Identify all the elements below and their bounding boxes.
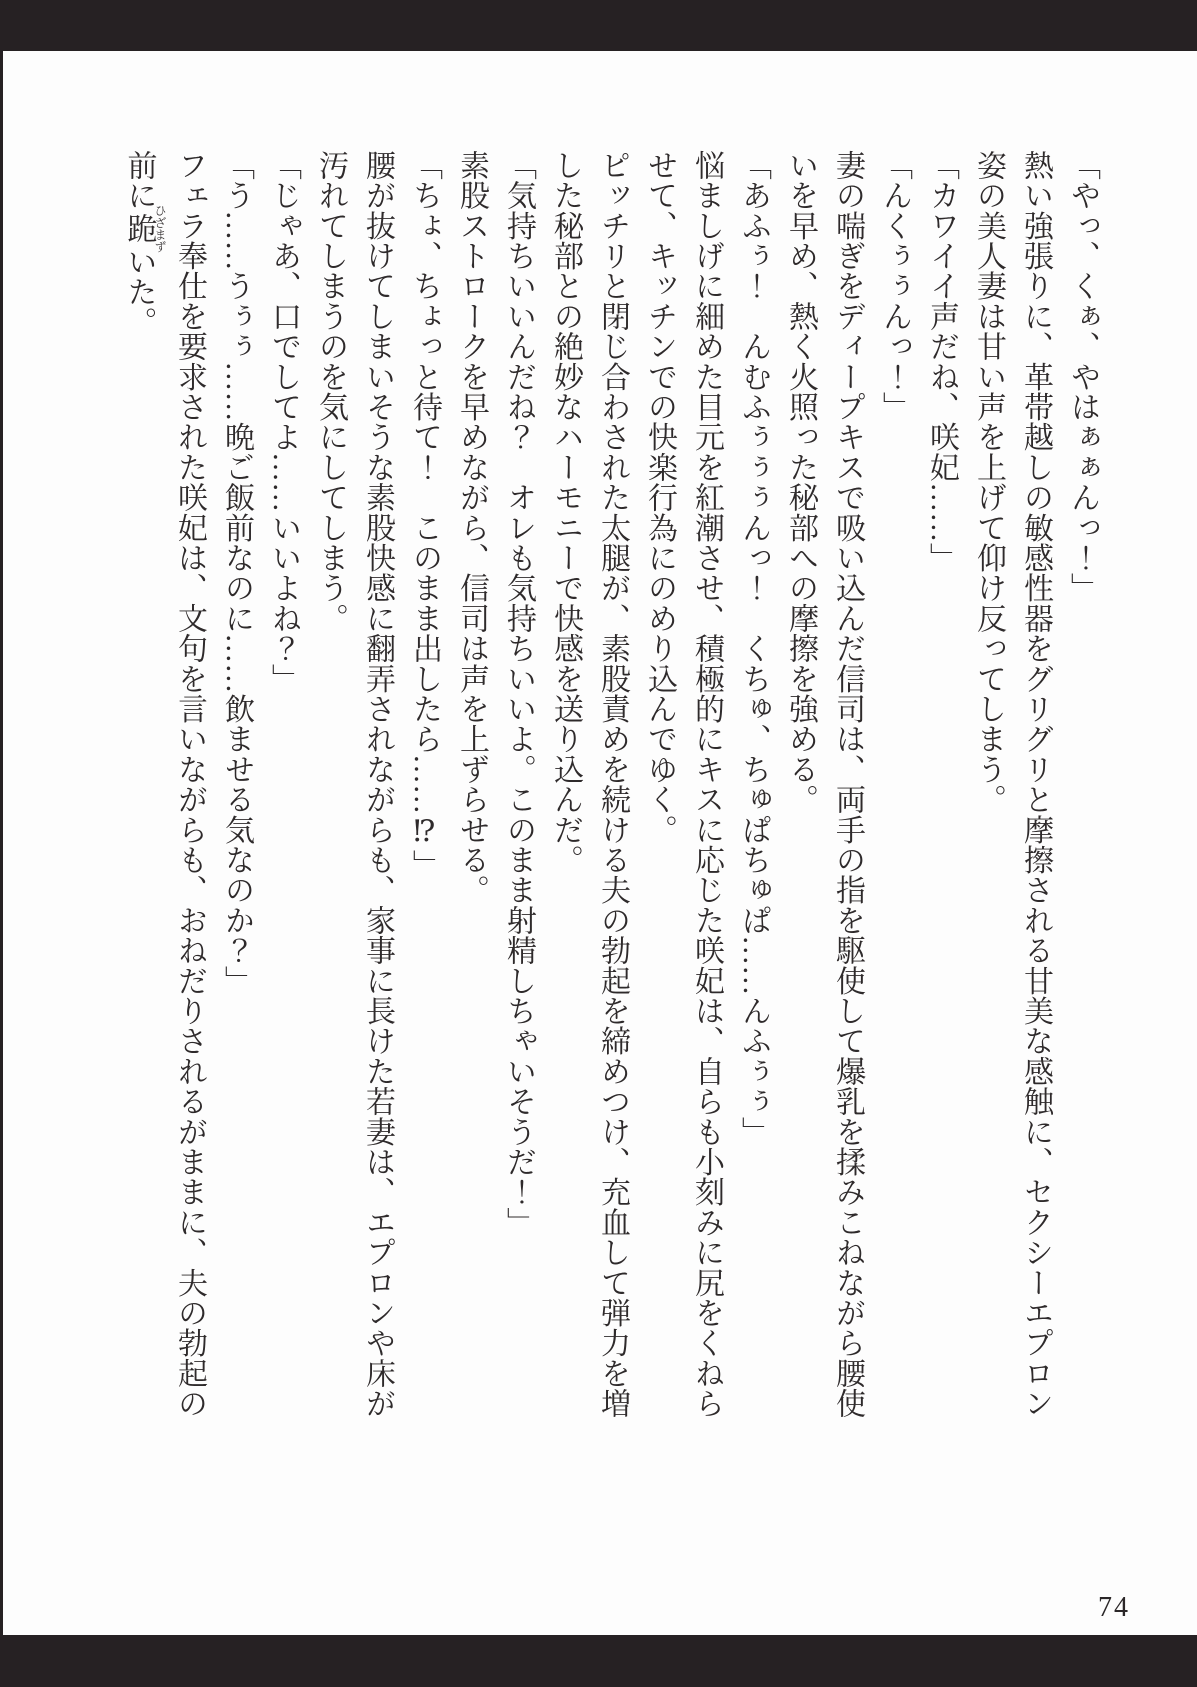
text-column: 「気持ちいいんだね？ オレも気持ちいいよ。このまま射精しちゃいそうだ！」	[502, 150, 535, 1238]
text-column: 素股ストロークを早めながら、信司は声を上ずらせる。	[455, 150, 488, 905]
text-column: 「じゃあ、口でしてよ……いいよね？」	[267, 150, 300, 694]
text-column: 妻の喘ぎをディープキスで吸い込んだ信司は、両手の指を駆使して爆乳を揉みこねながら腰使	[831, 150, 864, 1419]
text-column: 「んくぅぅんっ！」	[878, 150, 911, 422]
top-black-bar	[0, 0, 1197, 51]
text-column: 前に跪ひざまずいた。	[122, 150, 167, 337]
text-column: 汚れてしまうのを気にしてしまう。	[314, 150, 347, 634]
text-column: いを早め、熱く火照った秘部への摩擦を強める。	[784, 150, 817, 815]
text-column: 熱い強張りに、革帯越しの敏感性器をグリグリと摩擦される甘美な感触に、セクシーエプロン	[1019, 150, 1052, 1419]
text-column: した秘部との絶妙なハーモニーで快感を送り込んだ。	[549, 150, 582, 875]
text-column: 悩ましげに細めた目元を紅潮させ、積極的にキスに応じた咲妃は、自らも小刻みに尻をくねら	[690, 150, 723, 1419]
text-column: 「あふぅ！ んむふぅぅぅんっ！ くちゅ、ちゅぱちゅぱ……んふぅぅ」	[737, 150, 770, 1147]
text-column: せて、キッチンでの快楽行為にのめり込んでゆく。	[643, 150, 676, 845]
text-column: フェラ奉仕を要求された咲妃は、文句を言いながらも、おねだりされるがままに、夫の勃起の	[173, 150, 206, 1419]
text-column: 「う……うぅぅ……晩ご飯前なのに……飲ませる気なのか？」	[220, 150, 253, 996]
bottom-black-bar	[0, 1635, 1197, 1687]
text-column: 腰が抜けてしまいそうな素股快感に翻弄されながらも、家事に長けた若妻は、エプロンや床が	[361, 150, 394, 1419]
page-number: 74	[1098, 1592, 1130, 1623]
text-column: 姿の美人妻は甘い声を上げて仰け反ってしまう。	[972, 150, 1005, 815]
text-column: ピッチリと閉じ合わされた太腿が、素股責めを続ける夫の勃起を締めつけ、充血して弾力を増	[596, 150, 629, 1419]
text-column: 「やっ、くぁ、やはぁぁんっ！」	[1066, 150, 1099, 603]
left-edge-strip	[0, 0, 3, 1687]
text-column: 「カワイイ声だね、咲妃……」	[925, 150, 958, 573]
vertical-text-block	[116, 150, 1107, 1630]
text-column: 「ちょ、ちょっと待て！ このまま出したら……⁉」	[408, 150, 441, 880]
